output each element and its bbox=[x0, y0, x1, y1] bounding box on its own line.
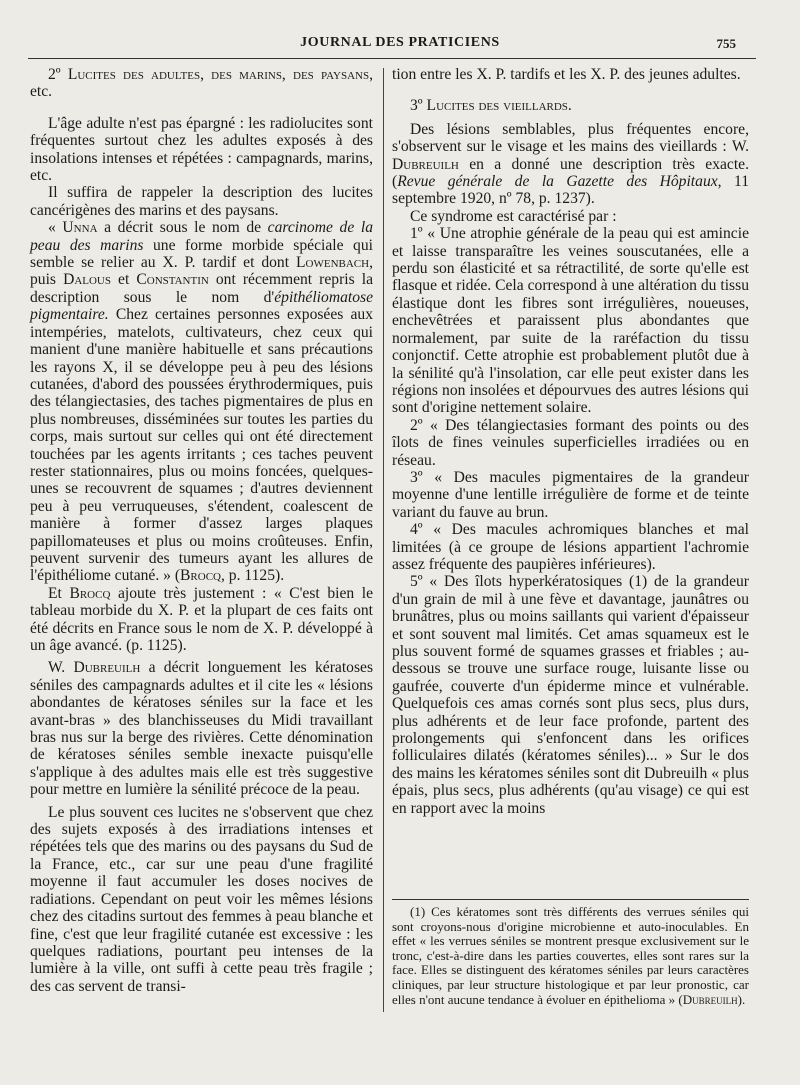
header-rule bbox=[28, 58, 756, 59]
paragraph: Des lésions semblables, plus fréquentes encore, s'observent sur le visage et les mains des vieillards : W. Dubreuilh en a donné une description très exacte. (Revue générale de la Gazette des Hôpitaux, 11 septembre 1920, nº 78, p. 1237). bbox=[392, 120, 749, 208]
column-divider bbox=[383, 68, 384, 1012]
journal-title: JOURNAL DES PRATICIENS bbox=[300, 35, 500, 50]
section-heading-3: 3º Lucites des vieillards. bbox=[410, 97, 572, 115]
paragraph: Il suffira de rappeler la description des lucites cancérigènes des marins et des paysans. bbox=[30, 184, 373, 219]
paragraph: Et Brocq ajoute très justement : « C'est bien le tableau morbide du X. P. et la plupart de ces faits ont été décrits en France sous le nom de X. P. développé à un âge avancé. (p. 1125). bbox=[30, 584, 373, 654]
paragraph: 2º « Des télangiectasies formant des points ou des îlots de fines veinules superficielles irradiées ou en réseau. bbox=[392, 416, 749, 469]
paragraph: Ce syndrome est caractérisé par : bbox=[410, 207, 617, 225]
right-column bbox=[392, 66, 749, 817]
paragraph: 4º « Des macules achromiques blanches et mal limitées (à ce groupe de lésions appartient l'achromie assez fréquente des paupières inférieures). bbox=[392, 521, 749, 573]
footnote-rule bbox=[392, 899, 749, 900]
paragraph: 3º « Des macules pigmentaires de la grandeur moyenne d'une lentille irrégulière de forme et de teinte variant du fauve au brun. bbox=[392, 468, 749, 521]
paragraph: Le plus souvent ces lucites ne s'observent que chez des sujets exposés à des irradiations intenses et répétées tels que des marins ou des paysans du Sud de la France, etc., car sur une peau d'une fragilité moyenne il faut accumuler les doses nocives de radiations. Cependant on peut voir les mêmes lésions chez des citadins surtout des femmes à peau blanche et fine, c'est que leur fragilité cutanée est excessive : les quelques radiations, pourtant peu intenses de la lumière à la ville, ont suffi à cette peau très fragile ; des cas servent de transi- bbox=[30, 803, 373, 995]
paragraph: L'âge adulte n'est pas épargné : les radiolucites sont fréquentes surtout chez les adultes exposés à des insolations intenses et répétées : campagnards, marins, etc. bbox=[30, 114, 373, 185]
paragraph: W. Dubreuilh a décrit longuement les kératoses séniles des campagnards adultes et il cite les « lésions abondantes de kératoses séniles sur la face et les avant-bras » des blanchisseuses du Midi travaillant bras nus sur la berge des rivières. Cette dénomination de kératoses séniles semble inexacte puisqu'elle s'applique à des adultes mais elle est très suggestive pour mettre en lumière la sénilité précoce de la peau. bbox=[30, 659, 374, 799]
page-header bbox=[0, 28, 800, 58]
left-column bbox=[30, 66, 373, 995]
footnote: (1) Ces kératomes sont très différents des verrues séniles qui sont croyons-nous d'origine microbienne et auto-inoculables. En effet « les verrues séniles se montrent presque exclusivement sur le tronc, c'est-à-dire dans les parties couvertes, elles sont rares sur la face. Elles se distinguent des kératomes séniles par leurs caractères cliniques, par leur structure histologique et par leur pronostic, car elles n'ont aucune tendance à évoluer en épithelioma » (Dubreuilh). bbox=[392, 904, 749, 1007]
section-heading-2: 2º Lucites des adultes, des marins, des paysans, etc. bbox=[30, 66, 373, 101]
paragraph: tion entre les X. P. tardifs et les X. P. des jeunes adultes. bbox=[392, 66, 741, 83]
paragraph: 1º « Une atrophie générale de la peau qui est amincie et laisse transparaître les veines souscutanées, elle a perdu son élasticité et sa rétractilité, de sorte qu'elle est flasque et ridée. Cela correspond à une altération du tissu élastique dont les fibres sont irrégulières, noueuses, enchevêtrées et paraissent plus abondantes que normalement, par suite de la raréfaction du tissu conjonctif. Cette atrophie est probablement plutôt due à la sénilité qu'à l'insolation, car elle peut exister dans les régions non insolées et dépourvues des autres lésions qui sont d'origine nettement solaire. bbox=[392, 225, 749, 417]
paragraph: 5º « Des îlots hyperkératosiques (1) de la grandeur d'un grain de mil à une fève et davantage, jaunâtres ou brunâtres, plus ou moins saillants qui varient d'épaisseur et sont souvent mal limités. Cet amas squameux est le plus souvent formé de squames grasses et friables ; au-dessous se trouve une surface rouge, luisante lisse ou gaufrée, couverte d'un épiderme mince et vulnérable. Quelquefois ces amas cornés sont plus secs, plus durs, plus adhérents et de leur face profonde, partent des prolongements qui s'enfoncent dans les orifices folliculaires dilatés (kératomes séniles)... » Sur le dos des mains les kératomes séniles sont dit Dubreuilh « plus épais, plus secs, plus adhérents (qu'au visage) ce qui est en rapport avec la moins bbox=[392, 573, 749, 817]
page-number: 755 bbox=[716, 36, 736, 51]
paragraph: « Unna a décrit sous le nom de carcinome de la peau des marins une forme morbide spéciale qui semble se relier au X. P. tardif et dont Lowenbach, puis Dalous et Constantin ont récemment repris la description sous le nom d'épithéliomatose pigmentaire. Chez certaines personnes exposées aux intempéries, matelots, cultivateurs, chez ceux qui manient d'une manière habituelle et sans précautions les rayons X, il se développe peu à peu des lésions cutanées, d'abord des poussées érythrodermiques, puis des télangiectasies, des taches pigmentaires de plus en plus nombreuses, disséminées sur toutes les parties du corps, mais surtout sur celles qui ont été directement touchées par les agents irritants ; ces taches peuvent rester stationnaires, plus ou moins foncées, quelques-unes se recouvrent de squames ; d'autres deviennent peu à peu verruqueuses, s'étendent, coalescent de manière à former d'assez larges plaques papillomateuses et plus ou moins croûteuses. Enfin, peuvent survenir des tumeurs ayant les allures de l'épithéliome cutané. » (Brocq, p. 1125). bbox=[30, 219, 373, 585]
